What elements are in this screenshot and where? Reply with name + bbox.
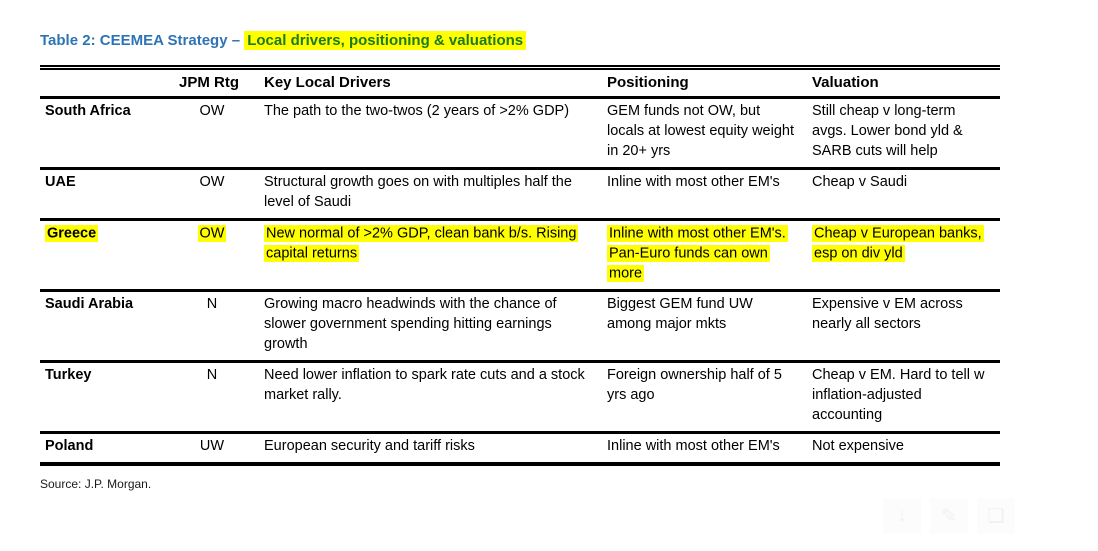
country-cell: Poland xyxy=(45,438,94,454)
country-cell: Saudi Arabia xyxy=(45,296,134,312)
key-local-drivers-cell: The path to the two-twos (2 years of >2% GDP) xyxy=(264,103,570,119)
download-icon[interactable]: ↓ xyxy=(897,505,907,526)
table-row xyxy=(40,169,1000,220)
positioning-cell: Inline with most other EM's xyxy=(607,174,780,190)
table-title-highlight: Local drivers, positioning & valuations xyxy=(244,31,526,50)
corner-action-bar xyxy=(883,498,1015,534)
table-title-prefix: Table 2: CEEMEA Strategy – xyxy=(40,32,245,49)
valuation-cell: Still cheap v long-term avgs. Lower bond yld & SARB cuts will help xyxy=(812,103,963,159)
jpm-rating-cell: UW xyxy=(199,438,225,454)
key-local-drivers-cell: New normal of >2% GDP, clean bank b/s. Rising capital returns xyxy=(266,225,577,261)
header-valuation: Valuation xyxy=(804,68,1000,98)
country-cell: Greece xyxy=(47,225,97,241)
positioning-cell: Foreign ownership half of 5 yrs ago xyxy=(607,367,782,403)
table-row xyxy=(40,291,1000,362)
header-jpm-rtg: JPM Rtg xyxy=(168,68,256,98)
key-local-drivers-cell: European security and tariff risks xyxy=(264,438,475,454)
valuation-cell: Cheap v European banks, esp on div yld xyxy=(814,225,982,261)
jpm-rating-cell: N xyxy=(206,367,218,383)
jpm-rating-cell: OW xyxy=(199,103,225,119)
country-cell: UAE xyxy=(45,174,76,190)
positioning-cell: Inline with most other EM's xyxy=(607,438,780,454)
table-header-row xyxy=(40,68,1000,98)
jpm-rating-cell: N xyxy=(206,296,218,312)
jpm-rating-cell: OW xyxy=(199,174,225,190)
valuation-cell: Not expensive xyxy=(812,438,904,454)
strategy-table xyxy=(40,65,1000,466)
edit-icon[interactable]: ✎ xyxy=(941,505,957,527)
table-body xyxy=(40,98,1000,465)
positioning-cell: GEM funds not OW, but locals at lowest equity weight in 20+ yrs xyxy=(607,103,794,159)
table-row xyxy=(40,433,1000,465)
positioning-cell: Inline with most other EM's. Pan-Euro funds can own more xyxy=(609,225,786,281)
valuation-cell: Cheap v Saudi xyxy=(812,174,908,190)
positioning-cell: Biggest GEM fund UW among major mkts xyxy=(607,296,753,332)
key-local-drivers-cell: Structural growth goes on with multiples half the level of Saudi xyxy=(264,174,572,210)
table-row xyxy=(40,220,1000,291)
header-key-local-drivers: Key Local Drivers xyxy=(256,68,599,98)
table-row xyxy=(40,362,1000,433)
key-local-drivers-cell: Growing macro headwinds with the chance of slower government spending hitting earnings growth xyxy=(264,296,557,352)
table-row xyxy=(40,98,1000,169)
table-title xyxy=(40,30,1000,52)
valuation-cell: Cheap v EM. Hard to tell w inflation-adjusted accounting xyxy=(812,367,985,423)
header-positioning: Positioning xyxy=(599,68,804,98)
source-note: Source: J.P. Morgan. xyxy=(40,477,152,491)
table-sheet xyxy=(40,30,1000,491)
jpm-rating-cell: OW xyxy=(199,225,225,241)
key-local-drivers-cell: Need lower inflation to spark rate cuts and a stock market rally. xyxy=(264,367,585,403)
copy-icon[interactable]: ❏ xyxy=(987,505,1005,527)
header-country xyxy=(40,68,168,98)
country-cell: South Africa xyxy=(45,103,131,119)
valuation-cell: Expensive v EM across nearly all sectors xyxy=(812,296,963,332)
country-cell: Turkey xyxy=(45,367,92,383)
